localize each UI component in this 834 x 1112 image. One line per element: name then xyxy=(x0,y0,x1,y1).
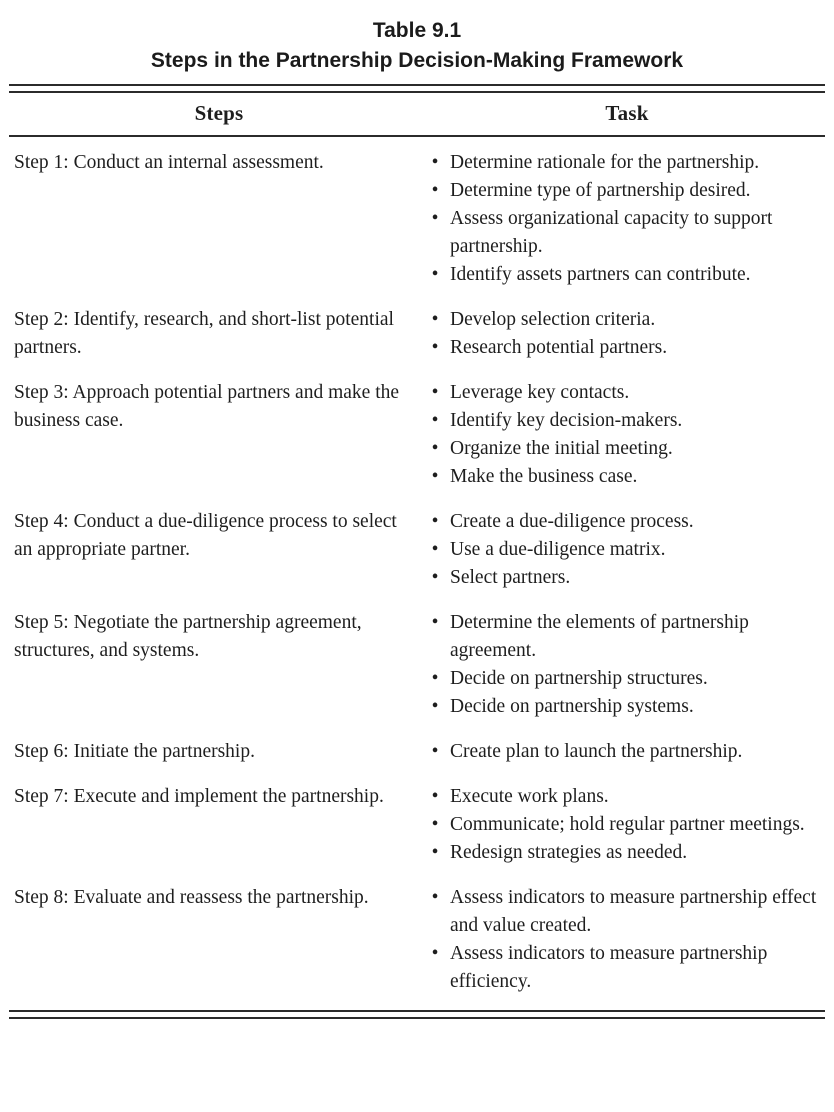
table-row xyxy=(9,306,825,362)
task-item xyxy=(429,839,821,867)
task-item xyxy=(429,508,821,536)
task-item xyxy=(429,306,821,334)
task-item xyxy=(429,564,821,592)
bullet-icon: • xyxy=(431,180,439,201)
task-text: Decide on partnership structures. xyxy=(450,668,708,689)
task-item xyxy=(429,665,821,693)
column-header-steps: Steps xyxy=(194,101,244,125)
bullet-icon: • xyxy=(431,511,439,532)
table-row xyxy=(9,508,825,592)
step-cell: Step 6: Initiate the partnership. xyxy=(14,741,255,762)
task-item xyxy=(429,407,821,435)
task-text: Determine rationale for the partnership. xyxy=(450,152,760,173)
task-item xyxy=(429,177,821,205)
task-text: Redesign strategies as needed. xyxy=(450,842,688,863)
table-row xyxy=(9,884,825,996)
bullet-icon: • xyxy=(431,410,439,431)
table-row xyxy=(9,609,825,721)
step-cell: Step 4: Conduct a due-diligence process to select an appropriate partner. xyxy=(14,511,397,560)
step-cell: Step 8: Evaluate and reassess the partnership. xyxy=(14,887,369,908)
task-item xyxy=(429,379,821,407)
task-text: Execute work plans. xyxy=(450,786,609,807)
table-body xyxy=(9,137,825,1010)
bullet-icon: • xyxy=(431,438,439,459)
task-text: Decide on partnership systems. xyxy=(450,696,694,717)
step-cell: Step 3: Approach potential partners and make the business case. xyxy=(14,382,400,431)
bullet-icon: • xyxy=(431,567,439,588)
bullet-icon: • xyxy=(431,887,439,908)
step-cell: Step 5: Negotiate the partnership agreement, structures, and systems. xyxy=(14,612,362,661)
top-double-rule xyxy=(9,84,825,93)
task-item xyxy=(429,435,821,463)
bullet-icon: • xyxy=(431,696,439,717)
task-item xyxy=(429,940,821,996)
task-text: Use a due-diligence matrix. xyxy=(450,539,666,560)
task-text: Assess indicators to measure partnership efficiency. xyxy=(450,943,768,992)
table-title: Steps in the Partnership Decision-Making Framework xyxy=(150,49,684,72)
task-text: Make the business case. xyxy=(450,466,638,487)
column-header-task: Task xyxy=(605,101,649,125)
table-row xyxy=(9,783,825,867)
task-item xyxy=(429,693,821,721)
bullet-icon: • xyxy=(431,382,439,403)
task-item xyxy=(429,884,821,940)
task-item xyxy=(429,205,821,261)
task-text: Determine type of partnership desired. xyxy=(450,180,751,201)
bullet-icon: • xyxy=(431,539,439,560)
bullet-icon: • xyxy=(431,612,439,633)
task-list xyxy=(429,884,825,996)
table-row xyxy=(9,379,825,491)
task-item xyxy=(429,783,821,811)
table-number: Table 9.1 xyxy=(372,19,462,42)
task-text: Create plan to launch the partnership. xyxy=(450,741,743,762)
bullet-icon: • xyxy=(431,842,439,863)
task-text: Develop selection criteria. xyxy=(450,309,656,330)
column-header-row xyxy=(9,93,825,135)
task-list xyxy=(429,379,825,491)
task-text: Research potential partners. xyxy=(450,337,668,358)
bullet-icon: • xyxy=(431,309,439,330)
task-item xyxy=(429,463,821,491)
task-text: Determine the elements of partnership agreement. xyxy=(450,612,749,661)
task-text: Identify assets partners can contribute. xyxy=(450,264,751,285)
task-text: Assess organizational capacity to support partnership. xyxy=(450,208,773,257)
step-cell: Step 2: Identify, research, and short-list potential partners. xyxy=(14,309,394,358)
task-text: Identify key decision-makers. xyxy=(450,410,683,431)
bullet-icon: • xyxy=(431,668,439,689)
task-item xyxy=(429,609,821,665)
task-item xyxy=(429,536,821,564)
task-list xyxy=(429,738,825,766)
task-list xyxy=(429,508,825,592)
step-cell: Step 7: Execute and implement the partnership. xyxy=(14,786,384,807)
bullet-icon: • xyxy=(431,152,439,173)
bullet-icon: • xyxy=(431,208,439,229)
table-row xyxy=(9,738,825,766)
task-item xyxy=(429,334,821,362)
bullet-icon: • xyxy=(431,337,439,358)
task-text: Assess indicators to measure partnership effect and value created. xyxy=(450,887,817,936)
step-cell: Step 1: Conduct an internal assessment. xyxy=(14,152,324,173)
task-item xyxy=(429,738,821,766)
bullet-icon: • xyxy=(431,943,439,964)
task-item xyxy=(429,811,821,839)
task-text: Communicate; hold regular partner meetings. xyxy=(450,814,805,835)
table-row xyxy=(9,149,825,289)
bullet-icon: • xyxy=(431,814,439,835)
bullet-icon: • xyxy=(431,466,439,487)
task-list xyxy=(429,306,825,362)
task-list xyxy=(429,609,825,721)
bullet-icon: • xyxy=(431,741,439,762)
task-text: Organize the initial meeting. xyxy=(450,438,673,459)
task-text: Leverage key contacts. xyxy=(450,382,630,403)
task-text: Create a due-diligence process. xyxy=(450,511,694,532)
table-title-block xyxy=(9,16,825,76)
task-list xyxy=(429,149,825,289)
bullet-icon: • xyxy=(431,786,439,807)
task-item xyxy=(429,261,821,289)
bullet-icon: • xyxy=(431,264,439,285)
task-text: Select partners. xyxy=(450,567,571,588)
bottom-double-rule xyxy=(9,1010,825,1019)
task-item xyxy=(429,149,821,177)
task-list xyxy=(429,783,825,867)
